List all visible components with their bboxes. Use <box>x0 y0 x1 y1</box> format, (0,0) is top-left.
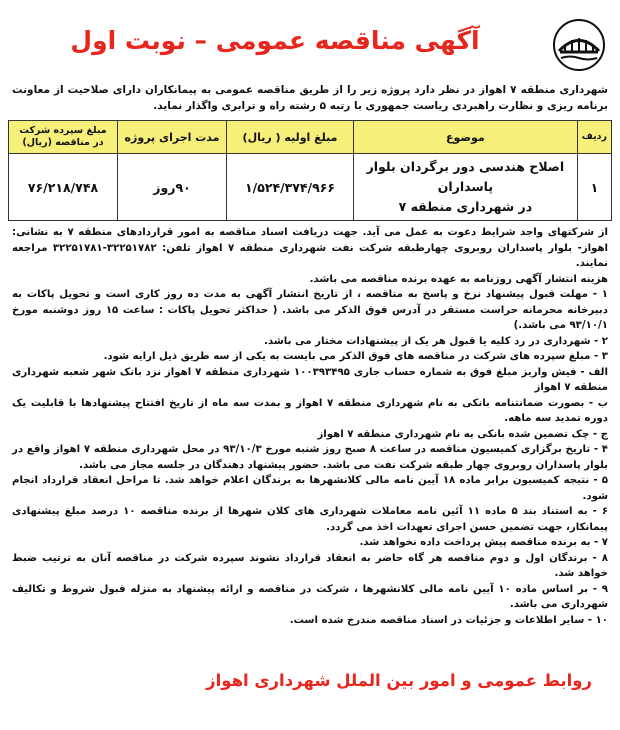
header-subject: موضوع <box>354 121 578 154</box>
ahvaz-bridge-logo-icon <box>552 18 606 72</box>
tender-notice <box>8 8 612 714</box>
header-base-price: مبلغ اولیه ( ریال) <box>227 121 354 154</box>
term-item: ۱۰ - سایر اطلاعات و جزئیات در اسناد مناقصه مندرج شده است. <box>289 614 608 626</box>
cell-duration: ۹۰روز <box>118 154 227 221</box>
term-item: ۵ - نتیجه کمیسیون برابر ماده ۱۸ آیین نامه مالی کلانشهرها به برندگان اعلام خواهد شد. تا مراحل انعقاد قرارداد انجام شود. <box>12 475 608 502</box>
term-item: ۶ - به استناد بند ۵ ماده ۱۱ آئین نامه معاملات شهرداری های کلان شهرها از برنده مناقصه ۱۰ درصد مبلغ پیشنهادی پیمانکار، جهت تضمین حسن اجرای تعهدات اخذ می گردد. <box>12 506 609 533</box>
header-deposit: مبلغ سپرده شرکت در مناقصه (ریال) <box>9 121 118 154</box>
notice-title: آگهی مناقصه عمومی – نوبت اول <box>70 26 480 55</box>
table-header-row <box>9 121 612 154</box>
term-item: ۳ - مبلغ سپرده های شرکت در مناقصه های فوق الذکر می بایست به یکی از سه طریق ذیل ارایه شود. <box>103 351 608 362</box>
terms-list <box>8 221 612 628</box>
term-item: ۷ - به برنده مناقصه پیش پرداخت داده نخواهد شد. <box>359 537 608 548</box>
term-item: از شرکتهای واجد شرایط دعوت به عمل می آید. جهت دریافت اسناد مناقصه به امور قراردادهای منطقه ۷ به نشانی: اهواز- بلوار پاسداران روبروی چهارطبقه شرکت نفت شهرداری منطقه ۷ اهواز تلفن: ۳۲۲۵۱۷۸۲-۳۲۲۵۱۷۸۱ مراجعه نمایند. <box>12 227 608 269</box>
cell-row-number: ۱ <box>577 154 611 221</box>
table-row <box>9 154 612 221</box>
subject-line-1: اصلاح هندسی دور برگردان بلوار پاسداران <box>366 159 565 194</box>
term-item: ج - چک تضمین شده بانکی به نام شهرداری منطقه ۷ اهواز <box>317 428 608 440</box>
term-item: ۲ - شهرداری در رد کلیه یا قبول هر یک از پیشنهادات مختار می باشد. <box>264 335 608 347</box>
term-item: ۹ - بر اساس ماده ۱۰ آیین نامه مالی کلانشهرها ، شرکت در مناقصه و ارائه پیشنهاد به منزله قبول شروط و تکالیف شهرداری می باشد. <box>12 583 608 610</box>
term-item: ۴ - تاریخ برگزاری کمیسیون مناقصه در ساعت ۸ صبح روز شنبه مورخ ۹۳/۱۰/۳ در محل شهرداری منطقه ۷ اهواز واقع در بلوار پاسداران روبروی چهار طبقه شرکت نفت می باشد. حضور پیشنهاد دهندگان در جلسه مجاز می باشد. <box>12 444 608 471</box>
cell-deposit: ۷۶/۲۱۸/۷۴۸ <box>9 154 118 221</box>
tender-table <box>8 120 612 221</box>
term-item: هزینه انتشار آگهی روزنامه به عهده برنده مناقصه می باشد. <box>309 273 608 285</box>
header-row-number: ردیف <box>577 121 611 154</box>
cell-subject <box>354 154 578 221</box>
term-item: الف - فیش واریز مبلغ فوق به شماره حساب جاری ۱۰۰۳۹۳۴۹۵ شهرداری منطقه ۷ اهواز نزد بانک شهر شعبه شهرداری منطقه ۷ اهواز <box>12 366 608 393</box>
term-item: ۸ - برندگان اول و دوم مناقصه هر گاه حاضر به انعقاد قرارداد نشوند سپرده شرکت در مناقصه آنان به ترتیب ضبط خواهد شد. <box>12 552 608 579</box>
header <box>8 8 612 80</box>
intro-paragraph: شهرداری منطقه ۷ اهواز در نظر دارد پروژه زیر را از طریق مناقصه عمومی به پیمانکاران دارای صلاحیت از معاونت برنامه ریزی و نظارت راهبردی ریاست جمهوری با رتبه ۵ رشته راه و ترابری واگذار نماید. <box>12 84 608 112</box>
term-item: ب - بصورت ضمانتنامه بانکی به نام شهرداری منطقه ۷ اهواز و بمدت سه ماه از تاریخ افتتاح پیشنهادها با قابلیت یک دوره تمدید سه ماهه. <box>12 397 608 424</box>
footer-signature: روابط عمومی و امور بین الملل شهرداری اهواز <box>206 671 592 690</box>
subject-line-2: در شهرداری منطقه ۷ <box>398 199 533 214</box>
term-item: ۱ - مهلت قبول پیشنهاد نرخ و پاسخ به مناقصه ، از تاریخ انتشار آگهی به مدت ده روز کاری است و تحویل پاکات به دبیرخانه محرمانه حراست مستقر در آدرس فوق الذکر می باشد. ( حداکثر تحویل پاکات : ساعت ۱۵ روز دوشنبه مورخ ۹۳/۱۰/۱ می باشد.) <box>12 289 608 331</box>
cell-base-price: ۱/۵۲۴/۳۷۴/۹۶۶ <box>227 154 354 221</box>
header-duration: مدت اجرای پروژه <box>118 121 227 154</box>
